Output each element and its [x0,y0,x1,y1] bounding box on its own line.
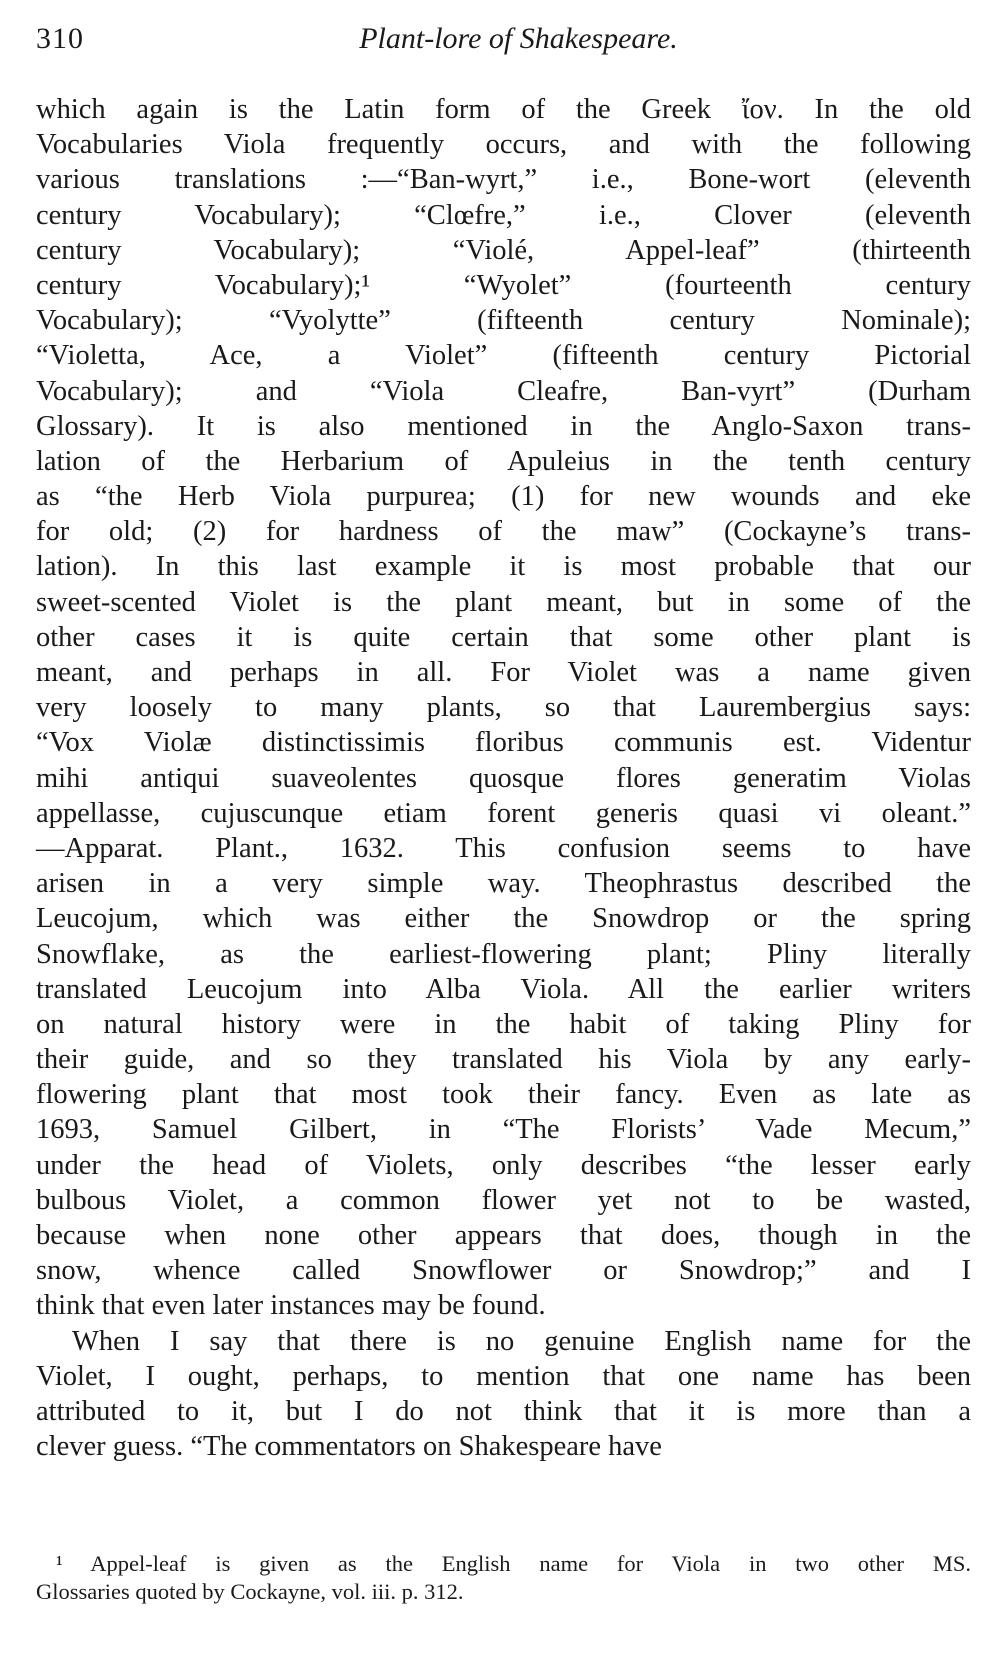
text-line: appellasse, cujuscunque etiam forent generis quasi vi oleant.” [36,797,971,829]
text-line: Vocabulary); “Vyolytte” (fifteenth century Nominale); [36,305,971,337]
body-text [36,92,971,1464]
text-line: on natural history were in the habit of taking Pliny for [36,1008,971,1040]
text-line: as “the Herb Viola purpurea; (1) for new wounds and eke [36,481,971,513]
text-line: century Vocabulary); “Clœfre,” i.e., Clover (eleventh [36,199,971,231]
text-line: snow, whence called Snowflower or Snowdrop;” and I [36,1255,971,1287]
page-number: 310 [36,22,84,55]
footnote-line: Glossaries quoted by Cockayne, vol. iii. p. 312. [36,1579,464,1604]
text-line: Snowflake, as the earliest-flowering plant; Pliny literally [36,938,971,970]
page-header [36,22,971,66]
text-line: century Vocabulary);¹ “Wyolet” (fourteenth century [36,269,971,301]
text-line: which again is the Latin form of the Greek ἴον. In the old [36,94,971,125]
text-line: clever guess. “The commentators on Shakespeare have [36,1431,662,1463]
footnote-line: ¹ Appel-leaf is given as the English name for Viola in two other MS. [56,1551,971,1576]
text-line: for old; (2) for hardness of the maw” (Cockayne’s trans- [36,516,971,548]
text-line: because when none other appears that does, though in the [36,1220,971,1251]
text-line: think that even later instances may be found. [36,1290,546,1322]
paragraph-2 [36,1324,971,1465]
text-line: translated Leucojum into Alba Viola. All the earlier writers [36,973,971,1005]
text-line: various translations :—“Ban-wyrt,” i.e., Bone-wort (eleventh [36,164,971,196]
text-line: attributed to it, but I do not think that it is more than a [36,1395,971,1427]
text-line: “Violetta, Ace, a Violet” (fifteenth century Pictorial [36,340,971,372]
text-line: arisen in a very simple way. Theophrastus described the [36,868,971,900]
text-line: bulbous Violet, a common flower yet not to be wasted, [36,1184,971,1216]
text-line: Vocabulary); and “Viola Cleafre, Ban-vyrt” (Durham [36,375,971,407]
text-line: “Vox Violæ distinctissimis floribus communis est. Videntur [36,727,971,759]
running-title: Plant-lore of Shakespeare. [359,22,678,55]
text-line: lation of the Herbarium of Apuleius in the tenth century [36,445,971,477]
text-line: Leucojum, which was either the Snowdrop or the spring [36,903,971,935]
text-line: 1693, Samuel Gilbert, in “The Florists’ Vade Mecum,” [36,1114,971,1146]
text-line: Violet, I ought, perhaps, to mention that one name has been [36,1360,971,1392]
footnote [36,1550,971,1606]
text-line: century Vocabulary); “Violé, Appel-leaf” (thirteenth [36,234,971,266]
text-line: Vocabularies Viola frequently occurs, and with the following [36,129,971,161]
text-line: Glossary). It is also mentioned in the Anglo-Saxon trans- [36,410,971,442]
text-line: sweet-scented Violet is the plant meant, but in some of the [36,586,971,618]
text-line: When I say that there is no genuine English name for the [72,1325,971,1357]
text-line: their guide, and so they translated his Viola by any early- [36,1044,971,1076]
text-line: flowering plant that most took their fancy. Even as late as [36,1079,971,1111]
text-line: lation). In this last example it is most probable that our [36,551,971,583]
paragraph-1 [36,92,971,1324]
text-line: very loosely to many plants, so that Laurembergius says: [36,692,971,724]
text-line: under the head of Violets, only describes “the lesser early [36,1149,971,1181]
text-line: other cases it is quite certain that some other plant is [36,621,971,653]
text-line: meant, and perhaps in all. For Violet was a name given [36,657,971,688]
text-line: —Apparat. Plant., 1632. This confusion seems to have [36,832,971,864]
text-line: mihi antiqui suaveolentes quosque flores generatim Violas [36,762,971,794]
